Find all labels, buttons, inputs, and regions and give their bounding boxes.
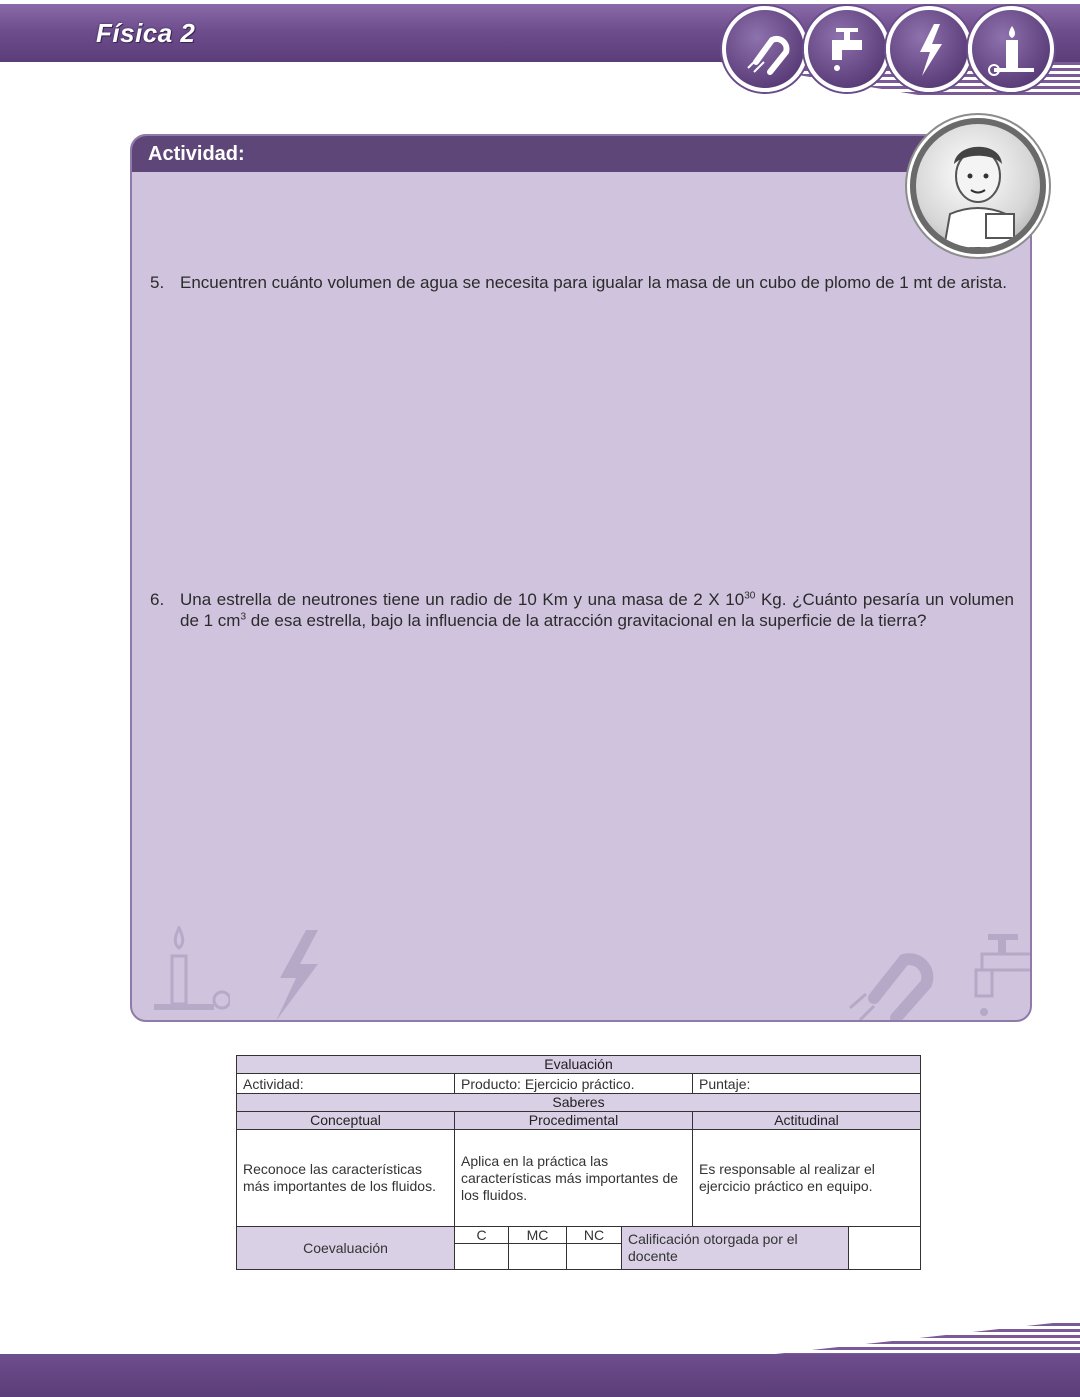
score-label: Puntaje:	[693, 1074, 921, 1094]
evaluation-table	[236, 1055, 921, 1270]
question-number: 5.	[150, 273, 165, 292]
mc-header: MC	[509, 1227, 567, 1244]
evaluation-title: Evaluación	[237, 1056, 921, 1074]
faucet-watermark-icon	[968, 930, 1032, 1022]
panel-title: Actividad:	[148, 143, 245, 165]
lightning-icon	[886, 6, 972, 92]
question-text-part: Kg. ¿Cuánto pesaría un volumen de 1 cm	[180, 590, 1015, 630]
faucet-icon	[804, 6, 890, 92]
c-checkbox[interactable]	[455, 1244, 509, 1270]
page-footer	[0, 1320, 1080, 1397]
student-avatar	[910, 118, 1046, 254]
procedimental-header: Procedimental	[455, 1112, 693, 1130]
exponent: 3	[240, 611, 247, 623]
question-text	[180, 589, 1014, 631]
coevaluacion-label: Coevaluación	[237, 1227, 455, 1270]
footer-stripes	[620, 1320, 1080, 1356]
book-title: Física 2	[96, 18, 196, 48]
question-text-part: de esa estrella, bajo la influencia de la atracción gravitacional en la superficie de la tierra?	[246, 611, 927, 630]
activity-panel	[130, 134, 1032, 1022]
magnet-icon	[722, 6, 808, 92]
conceptual-text: Reconoce las características más importantes de los fluidos.	[237, 1130, 455, 1227]
magnet-watermark-icon	[844, 930, 934, 1022]
exponent: 30	[744, 590, 756, 602]
candle-watermark-icon	[150, 926, 230, 1016]
calificacion-label: Calificación otorgada por el docente	[622, 1227, 849, 1270]
c-header: C	[455, 1227, 509, 1244]
saberes-header: Saberes	[237, 1094, 921, 1112]
nc-header: NC	[567, 1227, 622, 1244]
calificacion-box[interactable]	[849, 1227, 921, 1270]
actitudinal-header: Actitudinal	[693, 1112, 921, 1130]
conceptual-header: Conceptual	[237, 1112, 455, 1130]
procedimental-text: Aplica en la práctica las características más importantes de los fluidos.	[455, 1130, 693, 1227]
page-header	[0, 0, 1080, 100]
lightning-watermark-icon	[266, 928, 326, 1022]
panel-title-bar	[132, 136, 1030, 172]
product-label: Producto: Ejercicio práctico.	[455, 1074, 693, 1094]
activity-label: Actividad:	[237, 1074, 455, 1094]
mc-checkbox[interactable]	[509, 1244, 567, 1270]
candle-icon	[968, 6, 1054, 92]
question-text: Encuentren cuánto volumen de agua se necesita para igualar la masa de un cubo de plomo de 1 mt de arista.	[180, 273, 1007, 292]
question-5	[150, 272, 1014, 293]
question-number: 6.	[150, 590, 165, 609]
question-text-part: Una estrella de neutrones tiene un radio de 10 Km y una masa de 2 X 10	[180, 590, 745, 609]
nc-checkbox[interactable]	[567, 1244, 622, 1270]
actitudinal-text: Es responsable al realizar el ejercicio práctico en equipo.	[693, 1130, 921, 1227]
question-6	[150, 589, 1014, 631]
footer-band	[0, 1354, 1080, 1397]
